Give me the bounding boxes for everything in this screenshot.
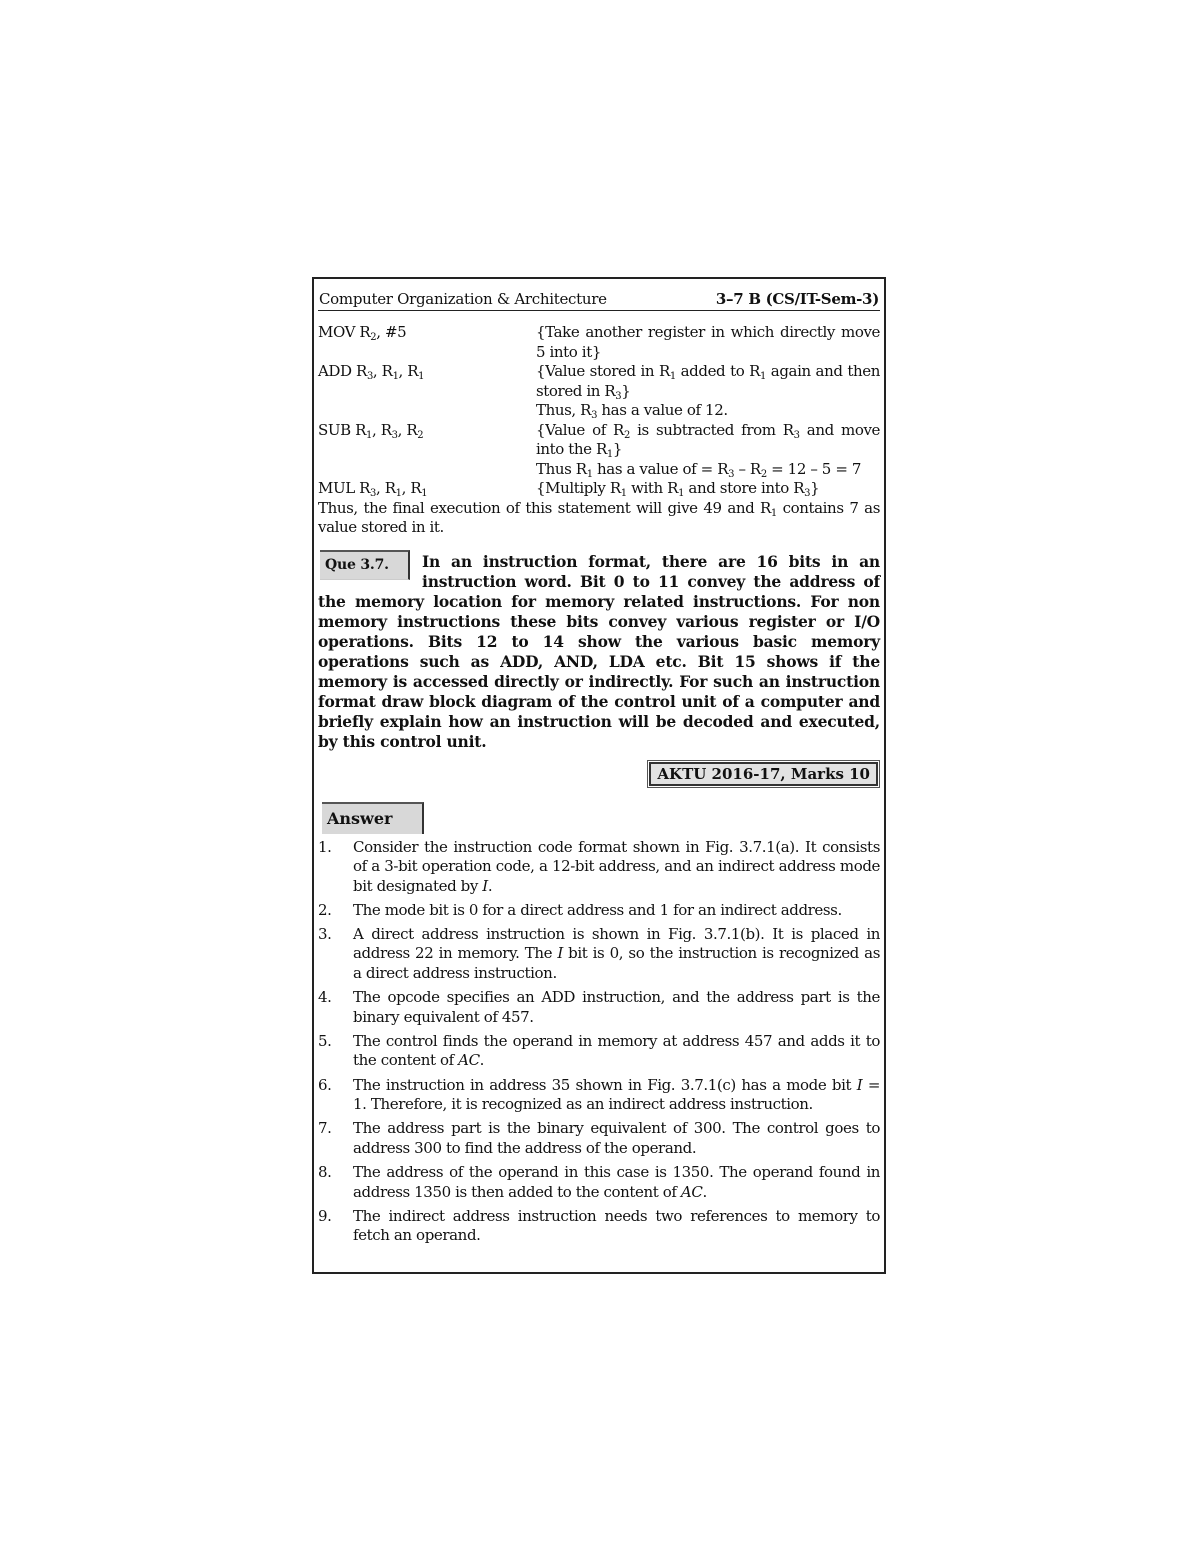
code-comment: {Value of $R_2$ is subtracted from $R_3$ and move into the $R_1$}	[536, 420, 880, 460]
answer-item	[318, 1163, 880, 1202]
answer-list	[318, 838, 880, 1246]
marks-badge: AKTU 2016-17, Marks 10	[649, 762, 878, 786]
code-line	[318, 401, 880, 421]
question-text: In an instruction format, there are 16 bits in an instruction word. Bit 0 to 11 convey the address of the memory location for memory related instructions. For non memory instructions these bits convey various register or I/O operations. Bits 12 to 14 show the various basic memory operations such as ADD, AND, LDA etc. Bit 15 shows if the memory is accessed directly or indirectly. For such an instruction format draw block diagram of the control unit of a computer and briefly explain how an instruction will be decoded and executed, by this control unit.	[318, 551, 880, 751]
running-header	[318, 279, 880, 311]
answer-item-number: 8.	[318, 1162, 332, 1181]
answer-item-number: 6.	[318, 1075, 332, 1094]
answer-item-text: The control finds the operand in memory at address 457 and adds it to the content of AC.	[353, 1031, 880, 1070]
code-line	[318, 479, 880, 499]
answer-item-number: 4.	[318, 988, 332, 1007]
answer-item-text: The address part is the binary equivalent of 300. The control goes to address 300 to find the address of the operand.	[353, 1119, 880, 1157]
answer-item	[318, 1119, 880, 1158]
code-line	[318, 421, 880, 460]
code-comment: Thus $R_1$ has a value of = $R_3 - R_2 = 12 - 5 = 7$	[536, 459, 862, 480]
answer-item	[318, 1076, 880, 1115]
code-line	[318, 460, 880, 480]
code-comment: {Multiply $R_1$ with $R_1$ and store into $R_3$}	[536, 479, 820, 499]
marks-badge-wrap	[318, 762, 880, 786]
code-instruction: MUL $R_3$, $R_1$, $R_1$	[318, 479, 428, 499]
answer-item-text: The address of the operand in this case is 1350. The operand found in address 1350 is then added to the content of AC.	[353, 1162, 880, 1201]
answer-item	[318, 925, 880, 984]
answer-label: Answer	[322, 802, 424, 834]
answer-item-text: The instruction in address 35 shown in Fig. 3.7.1(c) has a mode bit I = 1. Therefore, it is recognized as an indirect address instruction.	[353, 1075, 880, 1114]
answer-item-number: 9.	[318, 1206, 332, 1225]
code-comment: Thus, $R_3$ has a value of 12.	[536, 401, 728, 421]
question-label: Que 3.7.	[320, 550, 410, 580]
code-instruction	[318, 460, 536, 480]
answer-item-number: 1.	[318, 837, 332, 856]
answer-item	[318, 988, 880, 1027]
code-comment: {Value stored in $R_1$ added to $R_1$ again and then stored in $R_3$}	[536, 362, 880, 402]
answer-item-number: 5.	[318, 1031, 332, 1050]
page	[312, 277, 886, 1274]
page-reference: 3–7 B (CS/IT-Sem-3)	[715, 290, 879, 308]
code-instruction: MOV $R_2$, #5	[318, 323, 407, 343]
answer-item-text: The indirect address instruction needs two references to memory to fetch an operand.	[353, 1206, 880, 1245]
answer-item	[318, 838, 880, 897]
answer-item	[318, 1032, 880, 1071]
code-instruction: ADD $R_3$, $R_1$, $R_1$	[318, 362, 425, 382]
answer-item	[318, 1207, 880, 1246]
answer-item-number: 7.	[318, 1119, 332, 1138]
answer-item-number: 2.	[318, 900, 332, 919]
code-instruction: SUB $R_1$, $R_3$, $R_2$	[318, 420, 424, 441]
code-instruction	[318, 401, 536, 421]
answer-item-text: The opcode specifies an ADD instruction, and the address part is the binary equivalent of 457.	[353, 988, 880, 1026]
answer-item-text: Consider the instruction code format shown in Fig. 3.7.1(a). It consists of a 3-bit operation code, a 12-bit address, and an indirect address mode bit designated by I.	[353, 837, 880, 895]
answer-item-number: 3.	[318, 924, 332, 943]
conclusion-text: Thus, the final execution of this statement will give 49 and $R_1$ contains 7 as value stored in it.	[318, 498, 880, 536]
code-listing	[318, 323, 880, 499]
answer-item	[318, 901, 880, 921]
answer-item-text: The mode bit is 0 for a direct address and 1 for an indirect address.	[353, 900, 842, 919]
code-line	[318, 323, 880, 362]
question-block	[318, 552, 880, 752]
book-title: Computer Organization & Architecture	[319, 290, 607, 308]
answer-item-text: A direct address instruction is shown in Fig. 3.7.1(b). It is placed in address 22 in memory. The I bit is 0, so the instruction is recognized as a direct address instruction.	[353, 924, 880, 983]
code-comment: {Take another register in which directly move 5 into it}	[536, 323, 880, 361]
code-line	[318, 362, 880, 401]
